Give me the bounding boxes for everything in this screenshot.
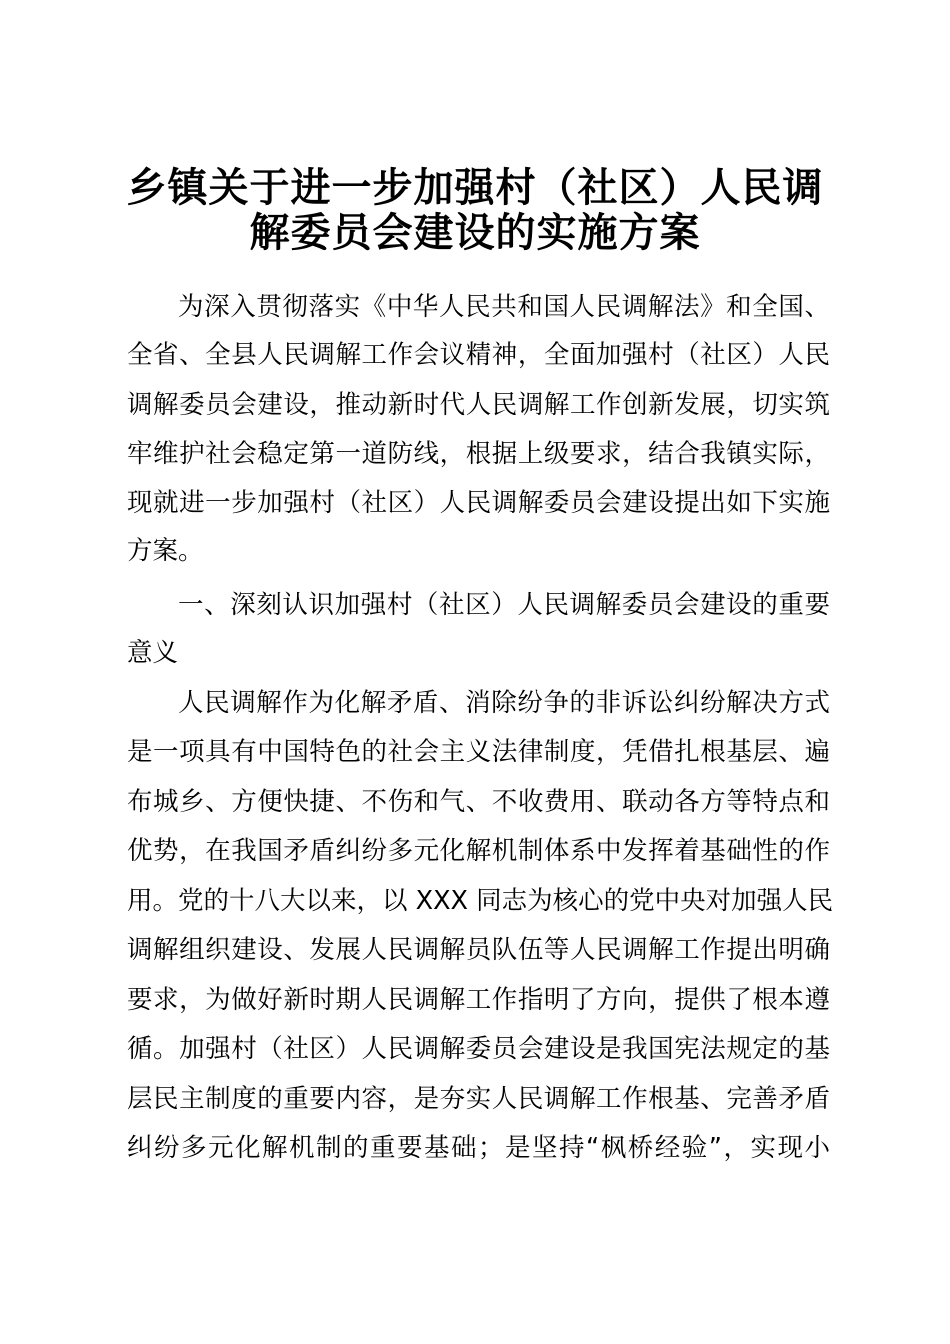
paragraph-line: 循。加强村（社区）人民调解委员会建设是我国宪法规定的基	[127, 1034, 830, 1064]
heading-line: 一、深刻认识加强村（社区）人民调解委员会建设的重要	[178, 590, 830, 620]
paragraph-line: 用。党的十八大以来，以 XXX 同志为核心的党中央对加强人民	[127, 886, 834, 916]
paragraph-line: 布城乡、方便快捷、不伤和气、不收费用、联动各方等特点和	[127, 787, 830, 817]
paragraph-line: 优势，在我国矛盾纠纷多元化解机制体系中发挥着基础性的作	[127, 836, 830, 866]
paragraph-line: 是一项具有中国特色的社会主义法律制度，凭借扎根基层、遍	[127, 737, 830, 767]
paragraph-line: 纠纷多元化解机制的重要基础；是坚持“枫桥经验”，实现小	[127, 1133, 830, 1163]
paragraph-line: 调解委员会建设，推动新时代人民调解工作创新发展，切实筑	[127, 390, 830, 420]
paragraph-line: 要求，为做好新时期人民调解工作指明了方向，提供了根本遵	[127, 985, 830, 1015]
paragraph-line: 牢维护社会稳定第一道防线，根据上级要求，结合我镇实际，	[127, 439, 830, 469]
document-title-line-2: 解委员会建设的实施方案	[249, 210, 701, 256]
paragraph-line: 全省、全县人民调解工作会议精神，全面加强村（社区）人民	[127, 340, 830, 370]
document-title-line-1: 乡镇关于进一步加强村（社区）人民调	[126, 165, 824, 211]
heading-line: 意义	[127, 638, 179, 668]
paragraph-line: 层民主制度的重要内容，是夯实人民调解工作根基、完善矛盾	[127, 1084, 830, 1114]
paragraph-line: 人民调解作为化解矛盾、消除纷争的非诉讼纠纷解决方式	[178, 688, 830, 718]
paragraph-line: 为深入贯彻落实《中华人民共和国人民调解法》和全国、	[178, 292, 830, 322]
paragraph-line: 方案。	[127, 536, 204, 566]
paragraph-line: 调解组织建设、发展人民调解员队伍等人民调解工作提出明确	[127, 935, 830, 965]
paragraph-line: 现就进一步加强村（社区）人民调解委员会建设提出如下实施	[127, 488, 830, 518]
